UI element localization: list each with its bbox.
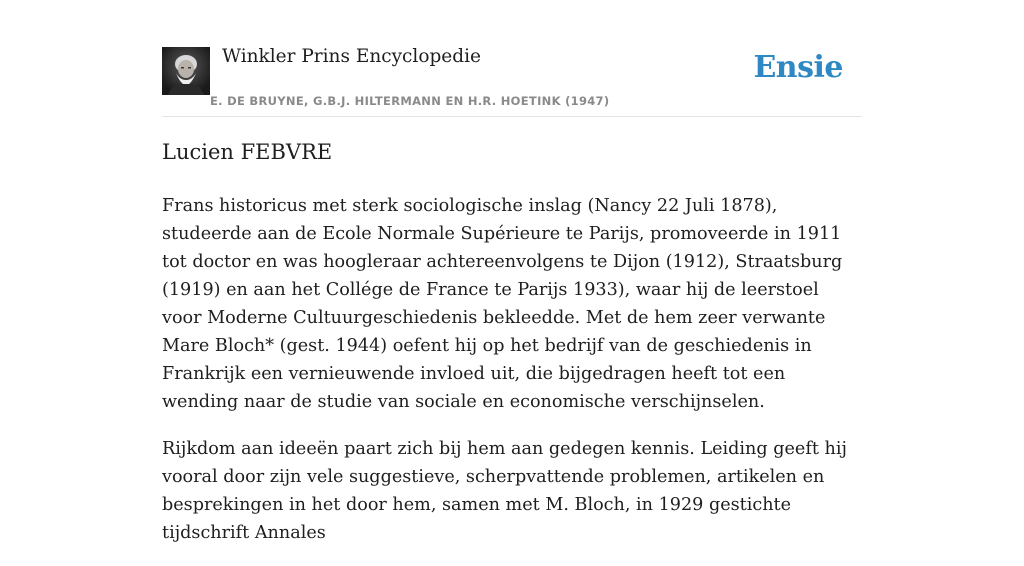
brand-logo-link[interactable]: Ensie <box>753 50 843 85</box>
publication-title: Winkler Prins Encyclopedie <box>222 46 481 67</box>
article-title: Lucien FEBVRE <box>162 140 333 164</box>
avatar <box>162 47 210 95</box>
article-paragraph: Rijkdom aan ideeën paart zich bij hem aan gedegen kennis. Leiding geeft hij vooral door zijn vele suggestieve, scherpvattende problemen, artikelen en besprekingen in het door hem, samen met M. Bloch, in 1929 gestichte tijdschrift Annales <box>162 439 847 543</box>
article-paragraph: Frans historicus met sterk sociologische inslag (Nancy 22 Juli 1878), studeerde aan de Ecole Normale Supérieure te Parijs, promoveerde in 1911 tot doctor en was hoogleraar achtereenvolgens te Dijon (1912), Straatsburg (1919) en aan het Collége de France te Parijs 1933), waar hij de leerstoel voor Moderne Cultuurgeschiedenis bekleedde. Met de hem zeer verwante Mare Bloch* (gest. 1944) oefent hij op het bedrijf van de geschiedenis in Frankrijk een vernieuwende invloed uit, die bijgedragen heeft tot een wending naar de studie van sociale en economische verschijnselen. <box>162 196 843 412</box>
article-body <box>162 192 862 566</box>
author-portrait-icon <box>162 47 210 95</box>
publication-authors: E. DE BRUYNE, G.B.J. HILTERMANN EN H.R. HOETINK (1947) <box>210 94 610 108</box>
publication-header <box>162 0 862 117</box>
